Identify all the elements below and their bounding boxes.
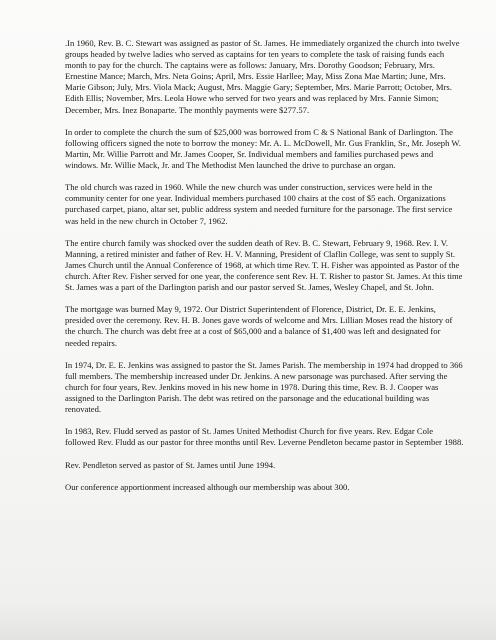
document-body [65, 38, 465, 504]
paragraph-mortgage-burned: The mortgage was burned May 9, 1972. Our District Superintendent of Florence, District, Dr. E. E. Jenkins, presided over the ceremony. Rev. H. B. Jones gave words of welcome and Mrs. Lillian Moses read the history of the church. The church was debt free at a cost of $65,000 and a balance of $1,400 was left and designated for needed repairs. [65, 304, 453, 348]
paragraph-1960-captains: .In 1960, Rev. B. C. Stewart was assigned as pastor of St. James. He immediately organized the church into twelve groups headed by twelve ladies who served as captains for ten years to complete the task of raising funds each month to pay for the church. The captains were as follows: January, Mrs. Dorothy Goodson; February, Mrs. Ernestine Mance; March, Mrs. Neta Goins; April, Mrs. Essie Harllee; May, Miss Zona Mae Martin; June, Mrs. Marie Gibson; July, Mrs. Viola Mack; August, Mrs. Maggie Gary; September, Mrs. Marie Parrott; October, Mrs. Edith Ellis; November, Mrs. Leola Howe who served for two years and was replaced by Mrs. Fannie Simon; December, Mrs. Inez Bonaparte. The monthly payments were $277.57. [65, 38, 460, 115]
paragraph-1983-fludd: In 1983, Rev. Fludd served as pastor of St. James United Methodist Church for five years. Rev. Edgar Cole followed Rev. Fludd as our pastor for three months until Rev. Leverne Pendleton became pastor in September 1988. [65, 426, 464, 448]
paragraph-apportionment: Our conference apportionment increased although our membership was about 300. [65, 481, 350, 492]
paragraph-old-church-razed: The old church was razed in 1960. While the new church was under construction, services were held in the community center for one year. Individual members purchased 100 chairs at the cost of $5 each. Organizations purchased carpet, piano, altar set, public address system and needed furniture for the parsonage. The first service was held in the new church in October 7, 1962. [65, 182, 453, 226]
paragraph-pendleton: Rev. Pendleton served as pastor of St. James until June 1994. [65, 459, 276, 470]
paragraph-1974-jenkins: In 1974, Dr. E. E. Jenkins was assigned to pastor the St. James Parish. The membership in 1974 had dropped to 366 full members. The membership increased under Dr. Jenkins. A new parsonage was purchased. After serving the church for four years, Rev. Jenkins moved in his new home in 1978. During this time, Rev. B. J. Cooper was assigned to the Darlington Parish. The debt was retired on the parsonage and the educational building was renovated. [65, 359, 463, 415]
paragraph-loan: In order to complete the church the sum of $25,000 was borrowed from C & S National Bank of Darlington. The following officers signed the note to borrow the money: Mr. A. L. McDowell, Mr. Gus Franklin, Sr., Mr. Joseph W. Martin, Mr. Willie Parrott and Mr. James Cooper, Sr. Individual members and families purchased pews and windows. Mr. Willie Mack, Jr. and The Methodist Men launched the drive to purchase an organ. [65, 126, 461, 171]
paragraph-stewart-death: The entire church family was shocked over the sudden death of Rev. B. C. Stewart, February 9, 1968. Rev. I. V. Manning, a retired minister and father of Rev. H. V. Manning, President of Claflin College, was sent to supply St. James Church until the Annual Conference of 1968, at which time Rev. T. H. Fisher was appointed as Pastor of the church. After Rev. Fisher served for one year, the conference sent Rev. H. T. Risher to pastor St. James. At this time St. James was a part of the Darlington parish and our pastor served St. James, Wesley Chapel, and St. John. [65, 237, 463, 293]
